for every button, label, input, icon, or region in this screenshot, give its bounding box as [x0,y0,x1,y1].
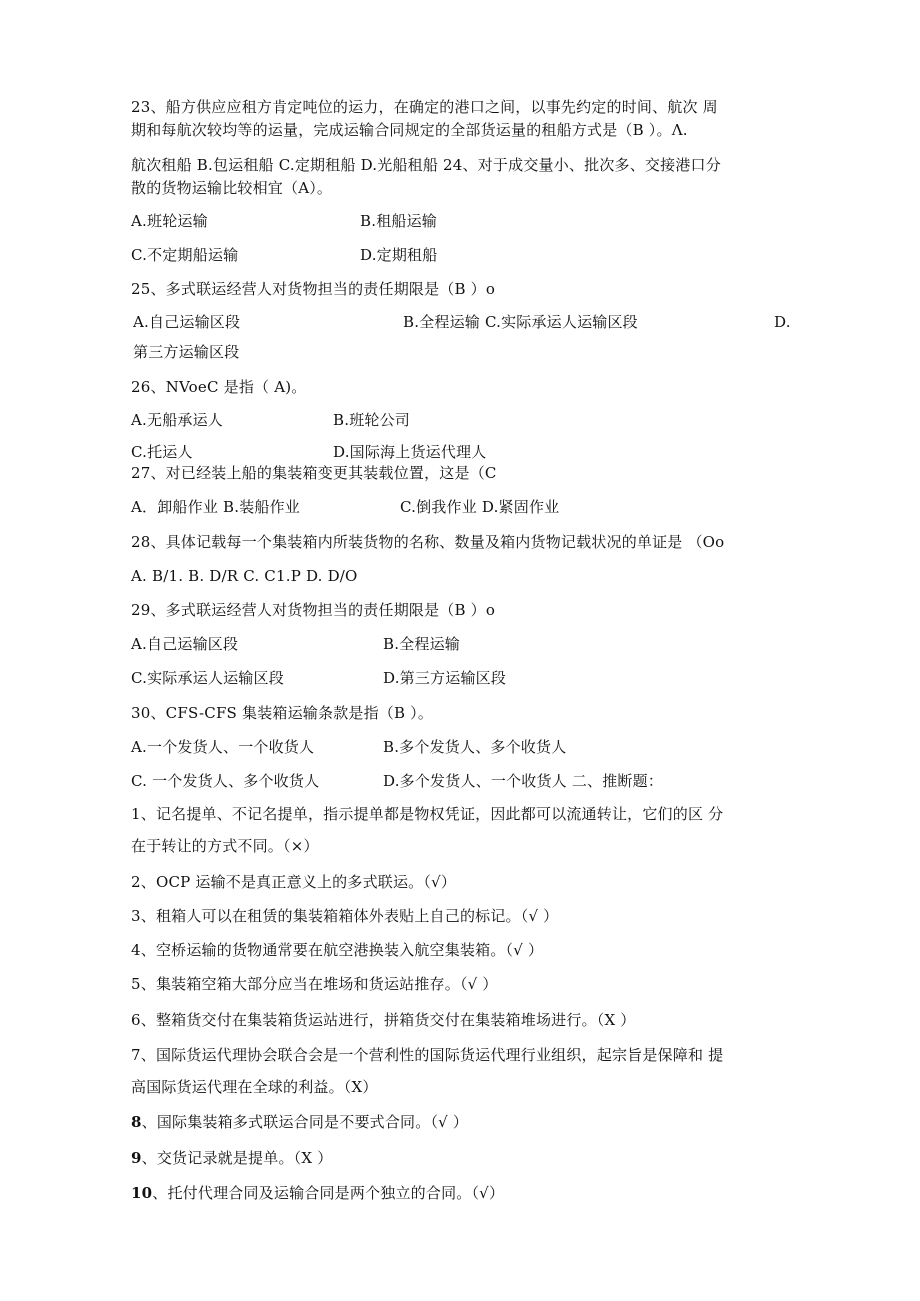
judge-1-line-1: 1、记名提单、不记名提单，指示提单都是物权凭证，因此都可以流通转让，它们的区 分 [131,805,724,823]
q26-option-a: A.无船承运人 [131,411,224,429]
judge-9-text: 、交货记录就是提单。（X ） [141,1149,333,1167]
judge-4: 4、空桥运输的货物通常要在航空港换装入航空集装箱。（√ ） [131,941,544,959]
question-25: 25、多式联运经营人对货物担当的责任期限是（B ）o [131,280,496,298]
question-30: 30、CFS-CFS 集装箱运输条款是指（B ）。 [131,704,434,722]
q25-option-bc: B.全程运输 C.实际承运人运输区段 [403,313,638,331]
judge-1-line-2: 在于转让的方式不同。（×） [131,837,319,855]
q26-option-c: C.托运人 [131,443,193,461]
q26-option-d: D.国际海上货运代理人 [333,443,487,461]
judge-3: 3、租箱人可以在租赁的集装箱箱体外表贴上自己的标记。（√ ） [131,907,559,925]
judge-8-text: 、国际集装箱多式联运合同是不要式合同。（√ ） [141,1113,469,1131]
question-28: 28、具体记载每一个集装箱内所装货物的名称、数量及箱内货物记载状况的单证是 （Oo [131,533,725,551]
q29-option-d: D.第三方运输区段 [383,669,507,687]
q24-option-b: B.租船运输 [360,212,437,230]
judge-8 [131,1112,468,1132]
q24-option-d: D.定期租船 [360,246,438,264]
q30-option-c: C. 一个发货人、多个收货人 [131,772,320,790]
question-24-line-2: 散的货物运输比较相宜（A）。 [131,179,333,197]
q30-option-a: A.一个发货人、一个收货人 [131,738,315,756]
question-23-line-2: 期和每航次较均等的运量，完成运输合同规定的全部货运量的租船方式是（B ）。Λ. [131,121,688,139]
judge-7-line-1: 7、国际货运代理协会联合会是一个营利性的国际货运代理行业组织，起宗旨是保障和 提 [131,1046,724,1064]
q30-option-d-and-section-title: D.多个发货人、一个收货人 二、推断题： [383,772,664,790]
question-29: 29、多式联运经营人对货物担当的责任期限是（B ）o [131,601,496,619]
judge-10-text: 、托付代理合同及运输合同是两个独立的合同。（√） [152,1184,505,1202]
q29-option-a: A.自己运输区段 [131,635,239,653]
q25-option-d: D. [774,313,791,331]
q27-option-cd: C.倒我作业 D.紧固作业 [400,498,560,516]
judge-8-number: 8 [131,1113,142,1131]
judge-9 [131,1148,332,1168]
q30-option-b: B.多个发货人、多个收货人 [383,738,567,756]
judge-10-number: 10 [131,1184,153,1202]
q28-options: A. B/1. B. D/R C. C1.P D. D/O [131,567,358,585]
q24-option-a: A.班轮运输 [131,212,208,230]
question-26: 26、NVoeC 是指（ A)。 [131,378,307,396]
q29-option-b: B.全程运输 [383,635,460,653]
q25-option-a: A.自己运输区段 [133,313,241,331]
judge-5: 5、集装箱空箱大部分应当在堆场和货运站推存。（√ ） [131,975,498,993]
question-23-24-line-3: 航次租船 B.包运租船 C.定期租船 D.光船租船 24、对于成交量小、批次多、交接港口分 [131,156,721,174]
q27-option-ab: A．卸船作业 B.装船作业 [131,498,300,516]
judge-9-number: 9 [131,1149,142,1167]
q26-option-b: B.班轮公司 [333,411,410,429]
judge-10 [131,1183,504,1203]
q25-option-d-text: 第三方运输区段 [133,343,240,361]
judge-7-line-2: 高国际货运代理在全球的利益。（X） [131,1078,378,1096]
q29-option-c: C.实际承运人运输区段 [131,669,284,687]
judge-6: 6、整箱货交付在集装箱货运站进行，拼箱货交付在集装箱堆场进行。（X ） [131,1011,636,1029]
q24-option-c: C.不定期船运输 [131,246,239,264]
judge-2: 2、OCP 运输不是真正意义上的多式联运。（√） [131,873,457,891]
question-27: 27、对已经装上船的集装箱变更其装载位置，这是（C [131,464,497,482]
question-23-line-1: 23、船方供应应租方肯定吨位的运力，在确定的港口之间，以事先约定的时间、航次 周 [131,98,718,116]
